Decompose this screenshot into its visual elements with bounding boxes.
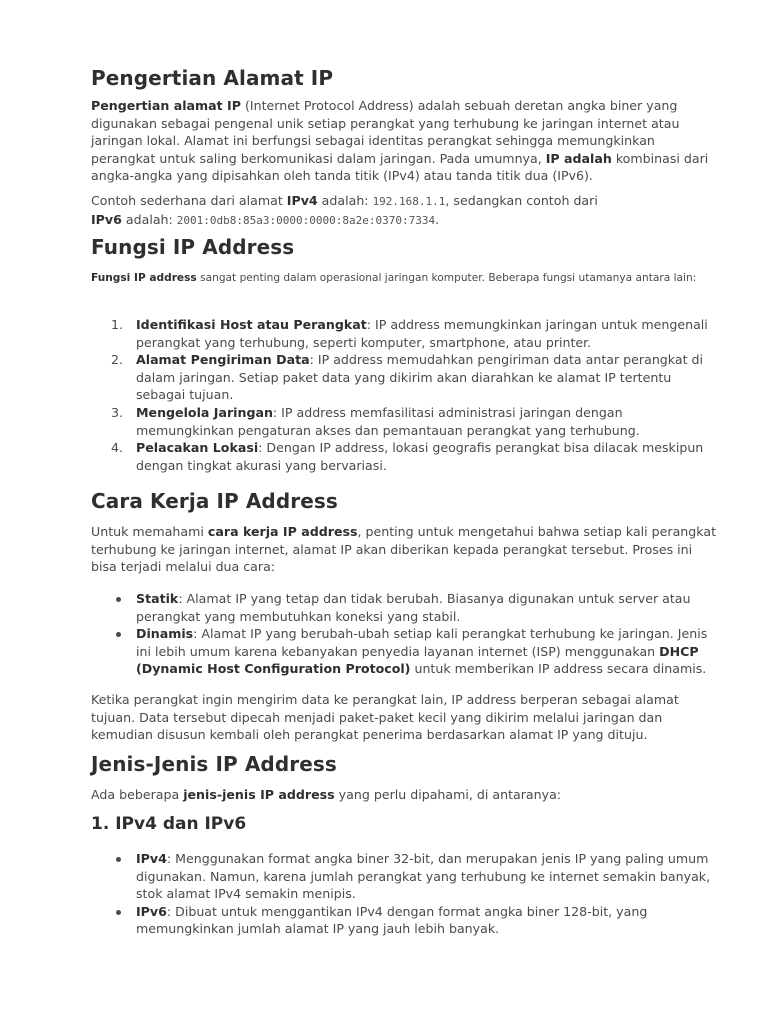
list-item: 1. Identifikasi Host atau Perangkat: IP address memungkinkan jaringan untuk mengenali perangkat yang terhubung, seperti komputer, smartphone, atau printer. <box>111 317 708 350</box>
bullet <box>116 910 121 915</box>
section-title-jenis: Jenis-Jenis IP Address <box>91 752 337 776</box>
paragraph-contoh: Contoh sederhana dari alamat IPv4 adalah: 192.168.1.1, sedangkan contoh dari IPv6 adalah: 2001:0db8:85a3:0000:0000:8a2e:0370:7334. <box>91 193 598 227</box>
paragraph-pengertian: Pengertian alamat IP (Internet Protocol Address) adalah sebuah deretan angka biner yang digunakan sebagai pengenal unik setiap perangkat yang terhubung ke jaringan internet atau jaringan lokal. Alamat ini berfungsi sebagai identitas perangkat sehingga memungkinkan perangkat untuk saling berkomunikasi dalam jaringan. Pada umumnya, IP adalah kombinasi dari angka-angka yang dipisahkan oleh tanda titik (IPv4) atau tanda titik dua (IPv6). <box>91 98 709 184</box>
section-title-fungsi: Fungsi IP Address <box>91 235 295 259</box>
paragraph-fungsi-intro: Fungsi IP address sangat penting dalam operasional jaringan komputer. Beberapa fungsi utamanya antara lain: <box>91 272 697 284</box>
paragraph-cara-kerja-outro: Ketika perangkat ingin mengirim data ke perangkat lain, IP address berperan sebagai alamat tujuan. Data tersebut dipecah menjadi paket-paket kecil yang dikirim melalui jaringan dan kemudian disusun kembali oleh perangkat penerima berdasarkan alamat IP yang dituju. <box>91 692 679 743</box>
list-item: 3. Mengelola Jaringan: IP address memfasilitasi administrasi jaringan dengan memungkinkan pengaturan akses dan pemantauan perangkat yang terhubung. <box>111 404 640 438</box>
bullet <box>116 857 121 862</box>
paragraph-jenis-intro: Ada beberapa jenis-jenis IP address yang perlu dipahami, di antaranya: <box>91 787 562 802</box>
subsection-title-ipv4-ipv6: 1. IPv4 dan IPv6 <box>91 814 247 834</box>
bullet <box>116 632 121 637</box>
list-item: 2. Alamat Pengiriman Data: IP address memudahkan pengiriman data antar perangkat di dalam jaringan. Setiap paket data yang dikirim akan diarahkan ke alamat IP tertentu sebagai tujuan. <box>111 352 704 403</box>
ipv6-example-code: 2001:0db8:85a3:0000:0000:8a2e:0370:7334 <box>176 213 436 227</box>
fungsi-list <box>91 316 731 474</box>
section-title-pengertian: Pengertian Alamat IP <box>91 66 334 90</box>
cara-kerja-list <box>91 590 731 678</box>
ipv4-example-code: 192.168.1.1 <box>372 195 446 208</box>
list-item: Dinamis: Alamat IP yang berubah-ubah setiap kali perangkat terhubung ke jaringan. Jenis ini lebih umum karena kebanyakan penyedia layanan internet (ISP) menggunakan DHCP (Dynamic Host Configuration Protocol) untuk memberikan IP address secara dinamis. <box>91 625 716 678</box>
section-title-cara-kerja: Cara Kerja IP Address <box>91 489 338 513</box>
list-item: Statik: Alamat IP yang tetap dan tidak berubah. Biasanya digunakan untuk server atau perangkat yang membutuhkan koneksi yang stabil. <box>91 590 716 625</box>
ipv4-ipv6-list <box>91 850 731 938</box>
list-item: 4. Pelacakan Lokasi: Dengan IP address, lokasi geografis perangkat bisa dilacak meskipun dengan tingkat akurasi yang bervariasi. <box>111 440 704 473</box>
paragraph-cara-kerja-intro: Untuk memahami cara kerja IP address, penting untuk mengetahui bahwa setiap kali perangkat terhubung ke jaringan internet, alamat IP akan diberikan kepada perangkat tersebut. Proses ini bisa terjadi melalui dua cara: <box>91 524 717 575</box>
list-item: IPv6: Dibuat untuk menggantikan IPv4 dengan format angka biner 128-bit, yang memungkinkan jumlah alamat IP yang jauh lebih banyak. <box>91 903 716 938</box>
list-item: IPv4: Menggunakan format angka biner 32-bit, dan merupakan jenis IP yang paling umum digunakan. Namun, karena jumlah perangkat yang terhubung ke internet semakin banyak, stok alamat IPv4 semakin menipis. <box>91 850 716 903</box>
bullet <box>116 597 121 602</box>
